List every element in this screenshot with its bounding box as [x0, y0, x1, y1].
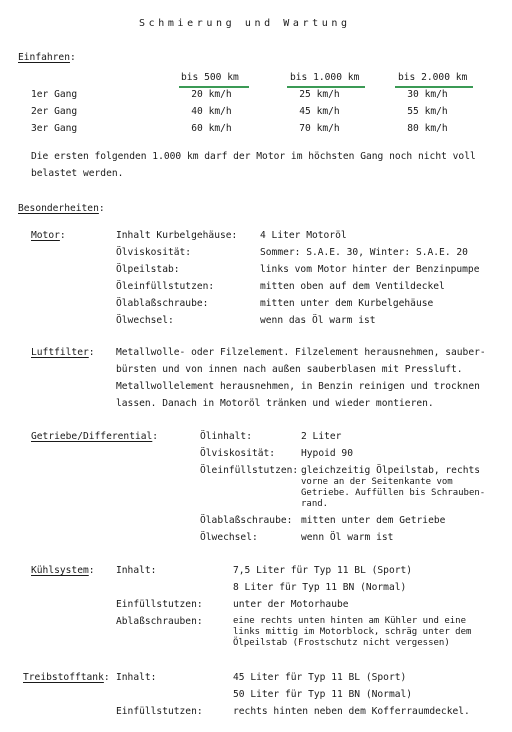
spec-value: 45 Liter für Typ 11 BL (Sport) — [233, 672, 407, 683]
spec-value: Hypoid 90 — [301, 448, 353, 459]
speed-value: 40 km/h — [191, 106, 232, 117]
column-header-500: bis 500 km — [181, 72, 239, 83]
column-header-1000: bis 1.000 km — [290, 72, 360, 83]
spec-key: Öleinfüllstutzen: — [116, 281, 215, 292]
spec-key: Ölwechsel: — [116, 315, 174, 326]
spec-value: 8 Liter für Typ 11 BN (Normal) — [233, 582, 407, 593]
spec-value-cont: links mittig im Motorblock, schräg unter dem — [233, 627, 472, 637]
spec-value: 7,5 Liter für Typ 11 BL (Sport) — [233, 565, 413, 576]
kuehlsystem-label: Kühlsystem: — [31, 565, 95, 576]
column-underline-500 — [179, 86, 249, 88]
spec-value: wenn Öl warm ist — [301, 532, 394, 543]
column-underline-2000 — [395, 86, 473, 88]
spec-key: Ölinhalt: — [200, 431, 252, 442]
spec-key: Inhalt: — [116, 565, 157, 576]
spec-value: 4 Liter Motoröl — [260, 230, 347, 241]
column-underline-1000 — [287, 86, 365, 88]
gear-label: 1er Gang — [31, 89, 78, 100]
spec-key: Ölablaßschraube: — [200, 515, 293, 526]
speed-value: 20 km/h — [191, 89, 232, 100]
spec-value: links vom Motor hinter der Benzinpumpe — [260, 264, 480, 275]
spec-value: 2 Liter — [301, 431, 342, 442]
spec-key: Einfüllstutzen: — [116, 599, 203, 610]
page-title: Schmierung und Wartung — [139, 18, 351, 29]
speed-value: 25 km/h — [299, 89, 340, 100]
spec-key: Ablaßschrauben: — [116, 616, 203, 627]
speed-value: 45 km/h — [299, 106, 340, 117]
gear-label: 2er Gang — [31, 106, 78, 117]
spec-key: Inhalt Kurbelgehäuse: — [116, 230, 238, 241]
spec-value: Sommer: S.A.E. 30, Winter: S.A.E. 20 — [260, 247, 468, 258]
column-header-2000: bis 2.000 km — [398, 72, 468, 83]
spec-value: gleichzeitig Ölpeilstab, rechts — [301, 465, 481, 476]
luftfilter-line: lassen. Danach in Motoröl tränken und wieder montieren. — [116, 398, 434, 409]
spec-value: mitten unter dem Getriebe — [301, 515, 446, 526]
speed-value: 80 km/h — [407, 123, 448, 134]
luftfilter-line: bürsten und von innen nach außen sauberblasen mit Pressluft. — [116, 364, 463, 375]
gear-label: 3er Gang — [31, 123, 78, 134]
speed-value: 30 km/h — [407, 89, 448, 100]
spec-value: mitten unter dem Kurbelgehäuse — [260, 298, 434, 309]
treibstoff-label: Treibstofftank: — [23, 672, 110, 683]
spec-value: eine rechts unten hinten am Kühler und eine — [233, 616, 466, 626]
spec-key: Ölviskosität: — [200, 448, 276, 459]
spec-value-cont: rand. — [301, 499, 329, 509]
spec-key: Ölablaßschraube: — [116, 298, 209, 309]
einfahren-note-line: belastet werden. — [31, 168, 124, 179]
einfahren-heading: Einfahren: — [18, 52, 76, 63]
spec-value: mitten oben auf dem Ventildeckel — [260, 281, 445, 292]
luftfilter-line: Metallwollelement herausnehmen, in Benzin reinigen und trocknen — [116, 381, 480, 392]
spec-value: wenn das Öl warm ist — [260, 315, 376, 326]
spec-key: Einfüllstutzen: — [116, 706, 203, 717]
motor-label: Motor: — [31, 230, 66, 241]
luftfilter-label: Luftfilter: — [31, 347, 95, 358]
spec-key: Öleinfüllstutzen: — [200, 465, 299, 476]
spec-key: Ölviskosität: — [116, 247, 192, 258]
spec-value: rechts hinten neben dem Kofferraumdeckel. — [233, 706, 470, 717]
getriebe-label: Getriebe/Differential: — [31, 431, 159, 442]
speed-value: 70 km/h — [299, 123, 340, 134]
einfahren-note-line: Die ersten folgenden 1.000 km darf der Motor im höchsten Gang noch nicht voll — [31, 151, 476, 162]
besonderheiten-heading: Besonderheiten: — [18, 203, 105, 214]
spec-value: unter der Motorhaube — [233, 599, 349, 610]
spec-key: Ölwechsel: — [200, 532, 258, 543]
luftfilter-line: Metallwolle- oder Filzelement. Filzelement herausnehmen, sauber- — [116, 347, 486, 358]
spec-value: 50 Liter für Typ 11 BN (Normal) — [233, 689, 413, 700]
spec-key: Ölpeilstab: — [116, 264, 180, 275]
speed-value: 55 km/h — [407, 106, 448, 117]
spec-key: Inhalt: — [116, 672, 157, 683]
spec-value-cont: vorne an der Seitenkante vom — [301, 477, 453, 487]
speed-value: 60 km/h — [191, 123, 232, 134]
spec-value-cont: Getriebe. Auffüllen bis Schrauben- — [301, 488, 486, 498]
spec-value-cont: Ölpeilstab (Frostschutz nicht vergessen) — [233, 638, 450, 648]
